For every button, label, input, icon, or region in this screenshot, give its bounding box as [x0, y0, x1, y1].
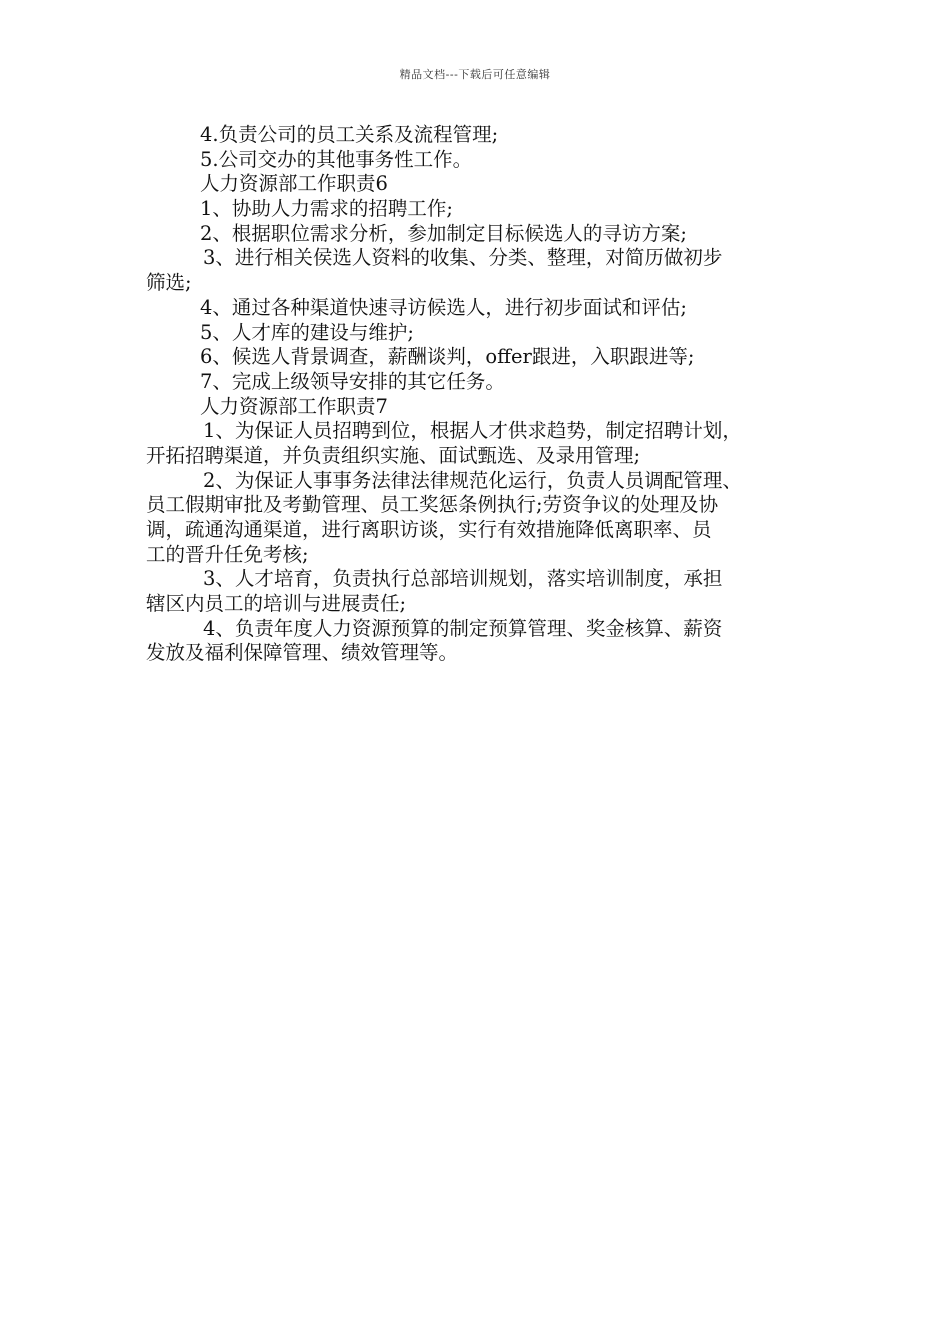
text-line: 发放及福利保障管理、绩效管理等。: [146, 641, 459, 665]
text-line: 7、完成上级领导安排的其它任务。: [200, 369, 505, 393]
text-line: 1、为保证人员招聘到位，根据人才供求趋势，制定招聘计划，: [203, 419, 742, 443]
section-heading: 人力资源部工作职责7: [200, 394, 388, 418]
text-line: 工的晋升任免考核;: [146, 542, 309, 566]
text-line: 5、人才库的建设与维护;: [200, 320, 414, 344]
text-line: 开拓招聘渠道，并负责组织实施、面试甄选、及录用管理;: [146, 443, 641, 467]
text-line: 1、协助人力需求的招聘工作;: [200, 197, 453, 221]
page-header: 精品文档---下载后可任意编辑: [399, 68, 551, 81]
document-body: [146, 123, 818, 666]
section-heading: 人力资源部工作职责6: [200, 172, 388, 196]
text-line: 筛选;: [146, 271, 192, 295]
text-line: 员工假期审批及考勤管理、员工奖惩条例执行;劳资争议的处理及协: [146, 493, 719, 517]
text-line: 4、通过各种渠道快速寻访候选人，进行初步面试和评估;: [200, 295, 687, 319]
text-line: 3、进行相关侯选人资料的收集、分类、整理，对简历做初步: [203, 246, 723, 270]
text-line: 调，疏通沟通渠道，进行离职访谈，实行有效措施降低离职率、员: [146, 518, 712, 541]
text-line: 2、为保证人事事务法律法律规范化运行，负责人员调配管理、: [203, 468, 742, 492]
text-line: 辖区内员工的培训与进展责任;: [146, 592, 407, 616]
text-line: 4.负责公司的员工关系及流程管理;: [200, 123, 499, 146]
text-line: 4、负责年度人力资源预算的制定预算管理、奖金核算、薪资: [203, 616, 723, 640]
text-line: 6、候选人背景调查，薪酬谈判，offer跟进，入职跟进等;: [200, 345, 695, 369]
text-line: 2、根据职位需求分析，参加制定目标候选人的寻访方案;: [200, 221, 687, 245]
text-line: 3、人才培育，负责执行总部培训规划，落实培训制度，承担: [203, 567, 723, 591]
text-line: 5.公司交办的其他事务性工作。: [200, 147, 473, 171]
